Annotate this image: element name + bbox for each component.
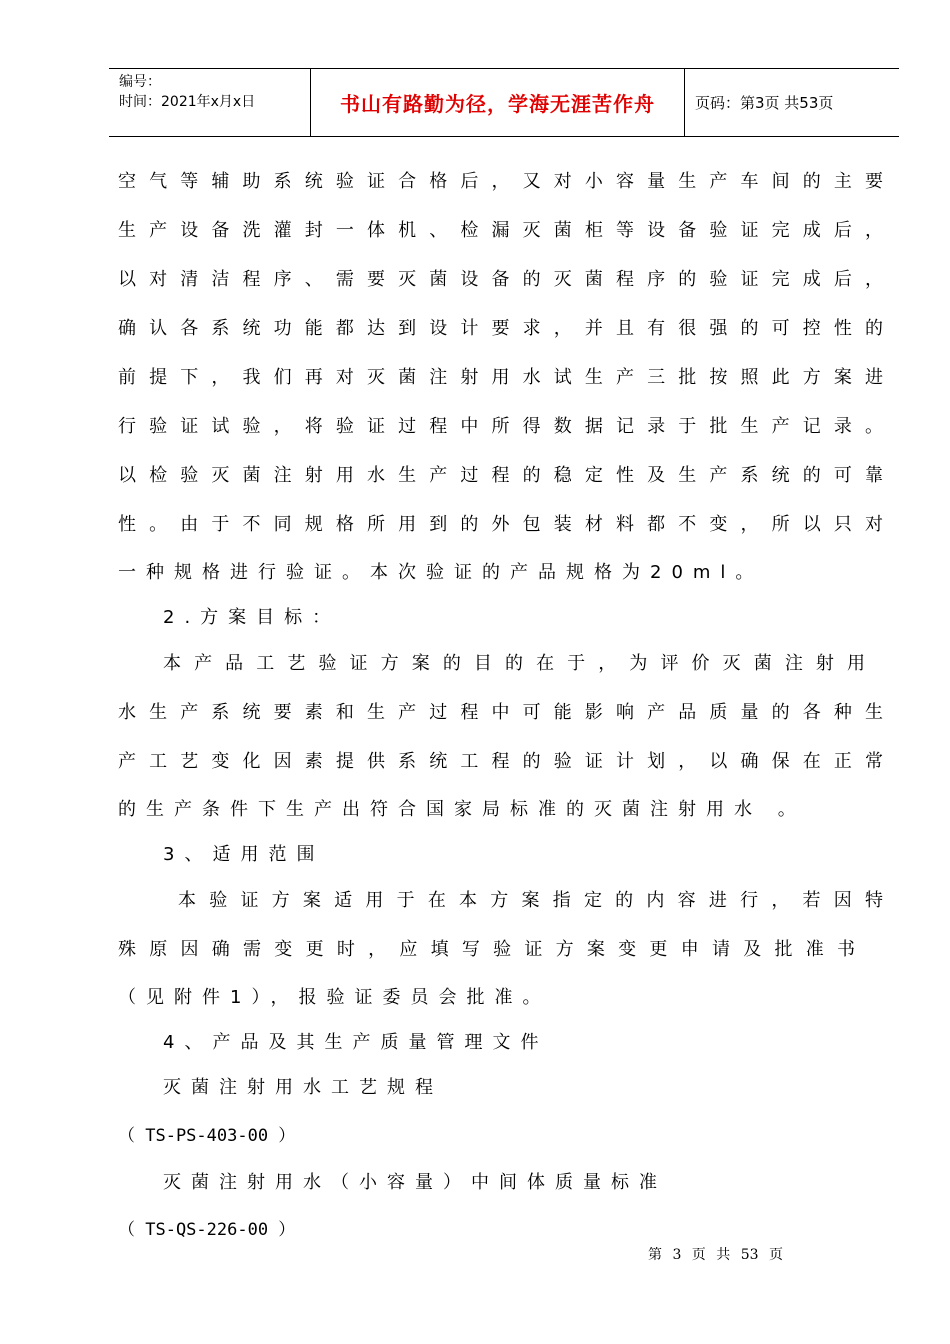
document-code: （ TS-QS-226-00 ） (118, 1220, 296, 1240)
body-line: （见附件1），报验证委员会批准。 (118, 987, 551, 1008)
section-heading: 2.方案目标： (163, 607, 341, 628)
header-page-info: 页码：第3页 共53页 (695, 94, 834, 112)
page-header (109, 68, 899, 137)
body-line: 的生产条件下生产出符合国家局标准的灭菌注射用水 。 (118, 799, 806, 820)
body-line: 以对清洁程序、需要灭菌设备的灭菌程序的验证完成后， (118, 269, 883, 290)
body-line: 一种规格进行验证。本次验证的产品规格为20ml。 (118, 562, 764, 583)
body-line: 空气等辅助系统验证合格后，又对小容量生产车间的主要 (118, 171, 883, 192)
header-slogan: 书山有路勤为径，学海无涯苦作舟 (340, 92, 655, 116)
header-meta (109, 69, 311, 136)
body-line: 本验证方案适用于在本方案指定的内容进行，若因特 (178, 890, 883, 911)
body-line: 水生产系统要素和生产过程中可能影响产品质量的各种生 (118, 702, 883, 723)
body-line: 产工艺变化因素提供系统工程的验证计划，以确保在正常 (118, 751, 883, 772)
section-heading: 3、适用范围 (163, 844, 325, 865)
document-title: 灭菌注射用水工艺规程 (163, 1077, 443, 1098)
document-title: 灭菌注射用水（小容量）中间体质量标准 (163, 1172, 667, 1193)
body-line: 以检验灭菌注射用水生产过程的稳定性及生产系统的可靠 (118, 465, 883, 486)
body-line: 确认各系统功能都达到设计要求，并且有很强的可控性的 (118, 318, 883, 339)
body-line: 本产品工艺验证方案的目的在于，为评价灭菌注射用 (163, 653, 865, 674)
document-number-label: 编号： (119, 74, 161, 90)
body-line: 殊原因确需变更时，应填写验证方案变更申请及批准书 (118, 939, 855, 960)
header-slogan-cell (311, 69, 685, 136)
document-code: （ TS-PS-403-00 ） (118, 1126, 296, 1146)
page-footer: 第 3 页 共 53 页 (648, 1247, 783, 1263)
body-line: 前提下，我们再对灭菌注射用水试生产三批按照此方案进 (118, 367, 883, 388)
document-time: 时间：2021年x月x日 (119, 94, 256, 110)
body-line: 性。由于不同规格所用到的外包装材料都不变，所以只对 (118, 514, 883, 535)
body-line: 行验证试验，将验证过程中所得数据记录于批生产记录。 (118, 416, 883, 437)
section-heading: 4、产品及其生产质量管理文件 (163, 1032, 549, 1053)
body-line: 生产设备洗灌封一体机、检漏灭菌柜等设备验证完成后， (118, 220, 883, 241)
document-body (118, 157, 883, 1254)
